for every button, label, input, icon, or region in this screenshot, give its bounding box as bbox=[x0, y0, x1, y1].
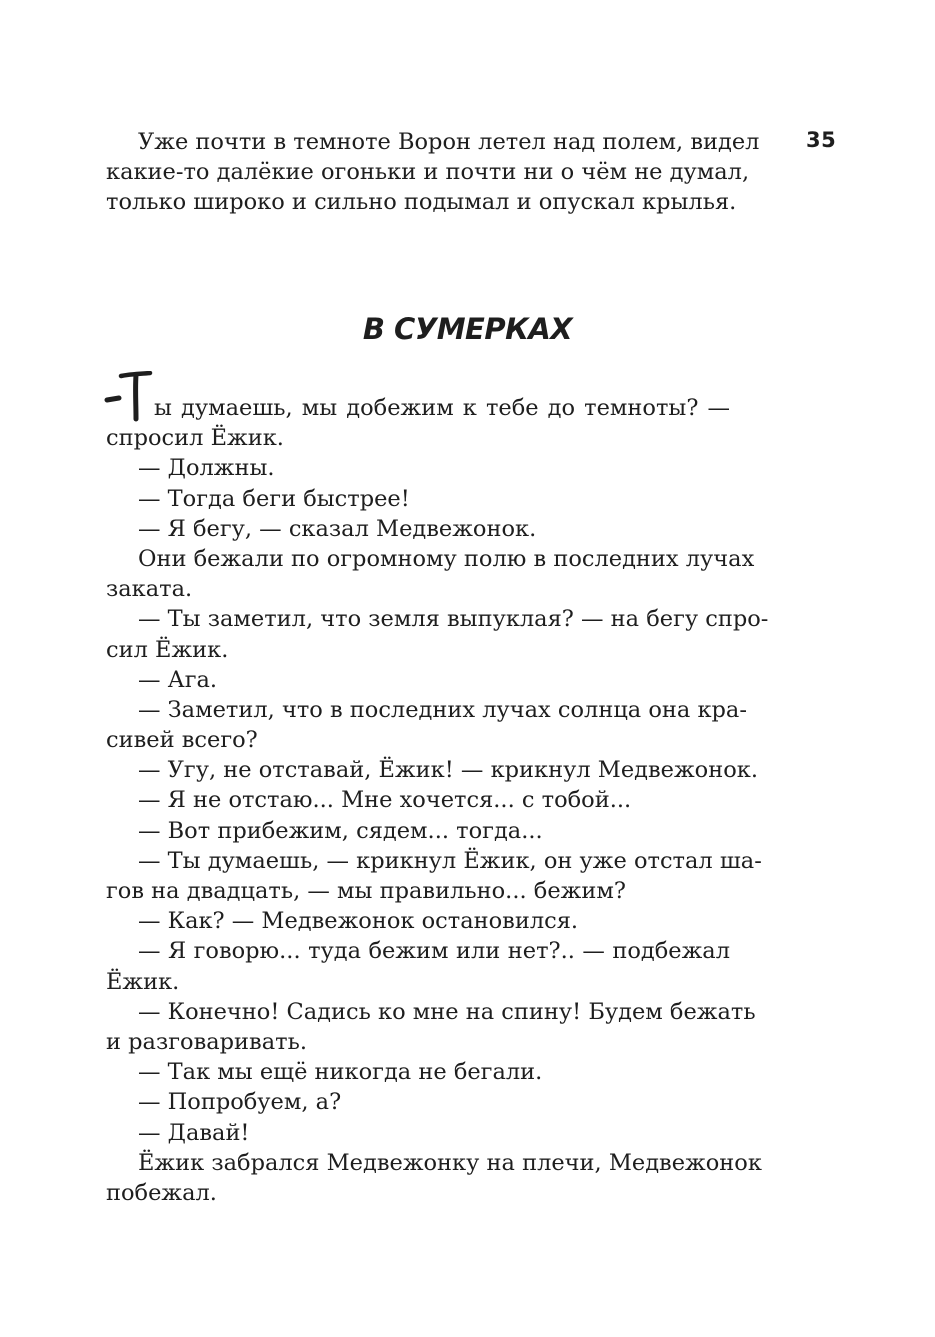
text-line: только широко и сильно подымал и опускал крылья. bbox=[106, 189, 737, 216]
text-line: Ёжик. bbox=[106, 968, 180, 995]
text-line: — Попробуем, а? bbox=[138, 1089, 342, 1116]
story-first-line bbox=[106, 393, 730, 423]
text-line: — Угу, не отставай, Ёжик! — крикнул Медвежонок. bbox=[138, 757, 758, 784]
text-line: — Как? — Медвежонок остановился. bbox=[138, 908, 579, 935]
dropcap-letter bbox=[104, 371, 154, 423]
text-line: — Заметил, что в последних лучах солнца она кра- bbox=[138, 696, 747, 723]
text-line: гов на двадцать, — мы правильно... бежим? bbox=[106, 878, 626, 904]
text-line: — Должны. bbox=[138, 455, 275, 482]
text-line: — Конечно! Садись ко мне на спину! Будем бежать bbox=[138, 998, 756, 1025]
text-line: — Ага. bbox=[138, 666, 218, 693]
chapter-title: В СУМЕРКАХ bbox=[362, 312, 573, 346]
intro-paragraph bbox=[106, 127, 760, 218]
text-line: Ёжик забрался Медвежонку на плечи, Медвежонок bbox=[138, 1149, 762, 1176]
text-line: — Так мы ещё никогда не бегали. bbox=[138, 1059, 543, 1086]
text-line: побежал. bbox=[106, 1179, 217, 1206]
text-line: сивей всего? bbox=[106, 727, 258, 754]
text-line: — Я говорю... туда бежим или нет?.. — подбежал bbox=[138, 938, 730, 965]
text-line: — Ты думаешь, — крикнул Ёжик, он уже отстал ша- bbox=[138, 847, 762, 874]
page-number: 35 bbox=[806, 128, 837, 152]
text-line: Уже почти в темноте Ворон летел над полем, видел bbox=[138, 129, 760, 155]
text-line: и разговаривать. bbox=[106, 1028, 307, 1055]
text-line: заката. bbox=[106, 576, 193, 603]
text-line: — Давай! bbox=[138, 1119, 250, 1146]
story-first-line-text: ы думаешь, мы добежим к тебе до темноты? — bbox=[154, 395, 730, 421]
text-line: — Тогда беги быстрее! bbox=[138, 485, 410, 512]
story-text bbox=[106, 393, 769, 1208]
text-line: — Я не отстаю... Мне хочется... с тобой... bbox=[138, 787, 632, 814]
text-line: — Я бегу, — сказал Медвежонок. bbox=[138, 515, 537, 542]
text-line: — Вот прибежим, сядем... тогда... bbox=[138, 817, 543, 844]
text-line: сил Ёжик. bbox=[106, 636, 229, 663]
text-line: спросил Ёжик. bbox=[106, 425, 284, 452]
text-line: какие-то далёкие огоньки и почти ни о чём не думал, bbox=[106, 159, 750, 186]
text-line: Они бежали по огромному полю в последних лучах bbox=[138, 545, 755, 572]
text-line: — Ты заметил, что земля выпуклая? — на бегу спро- bbox=[138, 606, 769, 633]
